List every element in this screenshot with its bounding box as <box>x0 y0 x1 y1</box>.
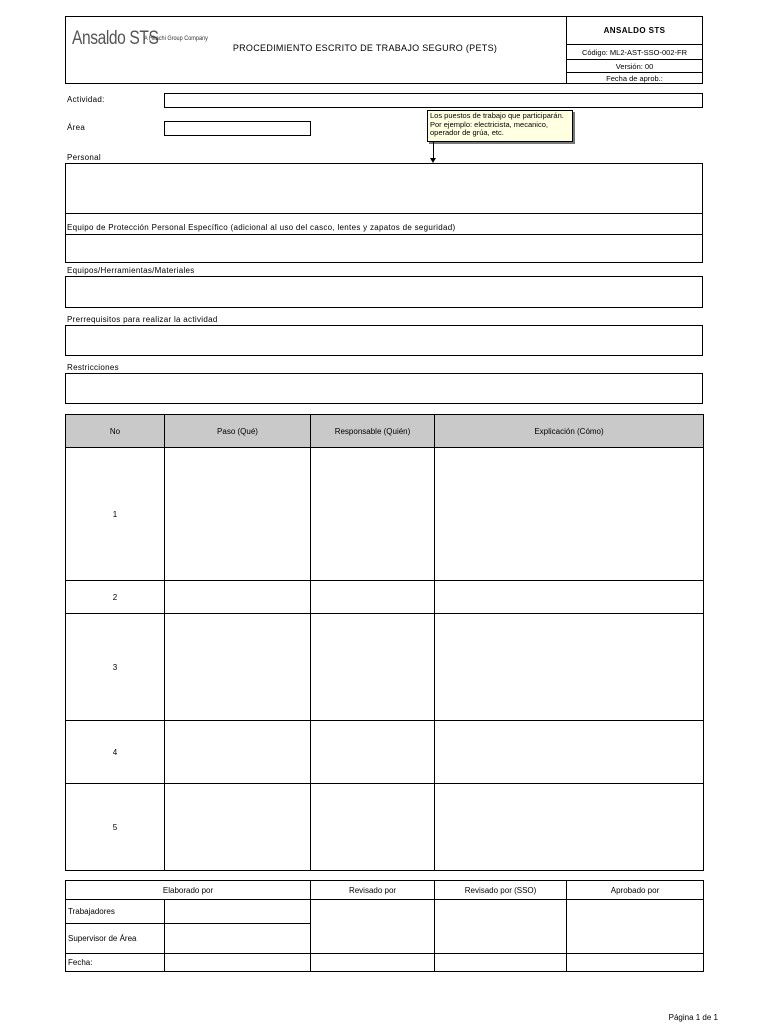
aprobado-signature-field[interactable] <box>567 900 704 954</box>
header-paso: Paso (Qué) <box>165 415 311 448</box>
responsable-cell[interactable] <box>311 614 435 721</box>
signatures-table <box>65 880 703 972</box>
actividad-field[interactable] <box>164 93 703 108</box>
paso-cell[interactable] <box>165 721 311 784</box>
revisado-sso-header: Revisado por (SSO) <box>435 881 567 900</box>
document-title: PROCEDIMIENTO ESCRITO DE TRABAJO SEGURO (PETS) <box>232 43 498 53</box>
row-number: 1 <box>66 448 165 581</box>
prerrequisitos-field[interactable] <box>65 325 703 356</box>
fecha-elaborado-field[interactable] <box>165 954 311 972</box>
document-code: Código: ML2-AST-SSO-002-FR <box>581 47 688 57</box>
explicacion-cell[interactable] <box>435 614 704 721</box>
personal-field[interactable] <box>65 163 703 214</box>
elaborado-por-header: Elaborado por <box>66 881 311 900</box>
table-row <box>66 614 704 721</box>
responsable-cell[interactable] <box>311 448 435 581</box>
paso-cell[interactable] <box>165 614 311 721</box>
document-version: Versión: 00 <box>615 61 654 71</box>
area-label: Área <box>67 123 86 132</box>
trabajadores-signature-field[interactable] <box>165 900 311 924</box>
aprobado-por-header: Aprobado por <box>567 881 704 900</box>
table-row <box>66 784 704 871</box>
logo-text: Ansaldo STS <box>72 28 159 49</box>
paso-cell[interactable] <box>165 784 311 871</box>
logo-subtitle: A Hitachi Group Company <box>144 35 208 42</box>
responsable-cell[interactable] <box>311 581 435 614</box>
company-logo <box>72 28 212 54</box>
comment-note <box>427 110 573 142</box>
steps-table <box>65 414 703 871</box>
approval-date: Fecha de aprob.: <box>606 73 663 83</box>
row-number: 3 <box>66 614 165 721</box>
supervisor-label: Supervisor de Área <box>66 924 165 954</box>
area-field[interactable] <box>164 121 311 136</box>
page-number: Página 1 de 1 <box>668 1013 718 1022</box>
fecha-aprobado-field[interactable] <box>567 954 704 972</box>
prerrequisitos-label: Prerrequisitos para realizar la actividad <box>67 315 218 324</box>
row-number: 2 <box>66 581 165 614</box>
revisado-sso-signature-field[interactable] <box>435 900 567 954</box>
steps-header-row <box>66 415 704 448</box>
epp-field[interactable] <box>66 235 702 262</box>
table-row <box>66 721 704 784</box>
fecha-sso-field[interactable] <box>435 954 567 972</box>
header-responsable: Responsable (Quién) <box>311 415 435 448</box>
fecha-revisado-field[interactable] <box>311 954 435 972</box>
restricciones-field[interactable] <box>65 373 703 404</box>
explicacion-cell[interactable] <box>435 784 704 871</box>
trabajadores-label: Trabajadores <box>66 900 165 924</box>
restricciones-label: Restricciones <box>67 363 119 372</box>
table-row <box>66 581 704 614</box>
actividad-label: Actividad: <box>67 95 105 104</box>
explicacion-cell[interactable] <box>435 448 704 581</box>
explicacion-cell[interactable] <box>435 721 704 784</box>
header-explicacion: Explicación (Cómo) <box>435 415 704 448</box>
row-number: 5 <box>66 784 165 871</box>
responsable-cell[interactable] <box>311 784 435 871</box>
epp-label: Equipo de Protección Personal Específico (adicional al uso del casco, lentes y zapatos de seguridad) <box>67 223 456 232</box>
supervisor-signature-field[interactable] <box>165 924 311 954</box>
revisado-por-header: Revisado por <box>311 881 435 900</box>
fecha-label: Fecha: <box>66 954 165 972</box>
comment-text: Los puestos de trabajo que participarán. Por ejemplo: electricista, mecanico, operador de grúa, etc. <box>430 111 564 137</box>
explicacion-cell[interactable] <box>435 581 704 614</box>
personal-label: Personal <box>67 153 101 162</box>
revisado-signature-field[interactable] <box>311 900 435 954</box>
equipos-field[interactable] <box>65 276 703 308</box>
table-row <box>66 448 704 581</box>
row-number: 4 <box>66 721 165 784</box>
header-no: No <box>66 415 165 448</box>
equipos-label: Equipos/Herramientas/Materiales <box>67 266 195 275</box>
responsable-cell[interactable] <box>311 721 435 784</box>
paso-cell[interactable] <box>165 581 311 614</box>
company-name: ANSALDO STS <box>603 25 666 35</box>
paso-cell[interactable] <box>165 448 311 581</box>
